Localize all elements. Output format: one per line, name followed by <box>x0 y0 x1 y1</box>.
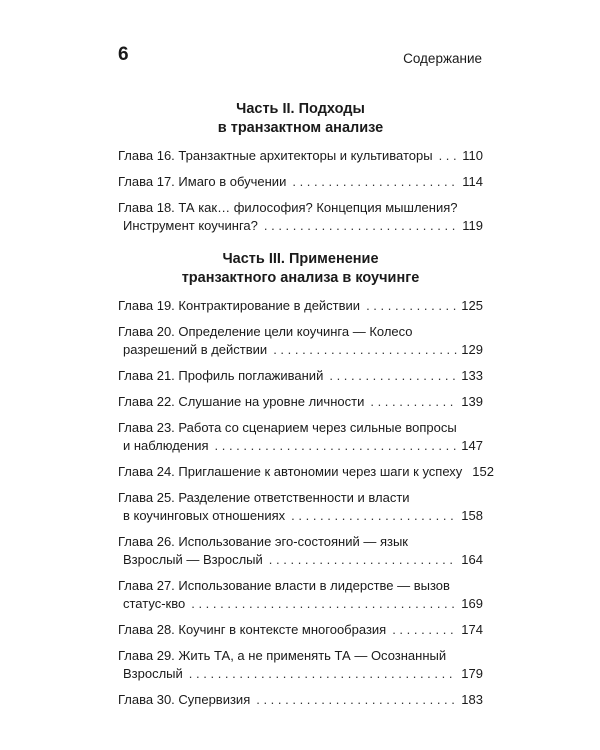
dot-leader <box>392 621 457 639</box>
toc-entry-line <box>118 463 494 481</box>
dot-leader <box>439 147 459 165</box>
toc-entry-title: Глава 29. Жить ТА, а не применять ТА — Осознанный <box>118 648 447 663</box>
toc-page-number: 133 <box>461 368 483 383</box>
toc-entry[interactable] <box>118 147 483 165</box>
toc-entry-title: Глава 21. Профиль поглаживаний <box>118 368 324 383</box>
dot-leader <box>370 393 457 411</box>
toc-entry-title: Глава 26. Использование эго-состояний — язык <box>118 534 408 549</box>
running-head: Содержание <box>403 51 482 66</box>
toc-page-number: 119 <box>462 218 483 233</box>
table-of-contents <box>118 100 494 717</box>
toc-entry-title: в коучинговых отношениях <box>123 508 286 523</box>
toc-entry-line <box>118 507 483 525</box>
toc-page-number: 179 <box>461 666 483 681</box>
toc-entry-title: Глава 17. Имаго в обучении <box>118 174 287 189</box>
part-heading-line: транзактного анализа в коучинге <box>181 270 420 286</box>
toc-entry-title: Взрослый — Взрослый <box>123 552 263 567</box>
toc-entry-line <box>118 173 483 191</box>
toc-entry-title: Глава 28. Коучинг в контексте многообразия <box>118 622 387 637</box>
toc-entry-title: разрешений в действии <box>123 342 268 357</box>
toc-entry-line <box>118 297 483 315</box>
toc-entry-line <box>118 341 483 359</box>
toc-entry-title: Глава 22. Слушание на уровне личности <box>118 394 365 409</box>
toc-entry-title: и наблюдения <box>123 438 209 453</box>
toc-entry-line <box>118 367 483 385</box>
toc-entry-title: Глава 23. Работа со сценарием через сильные вопросы <box>118 420 457 435</box>
dot-leader <box>329 367 457 385</box>
toc-entry[interactable] <box>118 419 483 455</box>
dot-leader <box>189 665 458 683</box>
toc-entry-line <box>118 489 483 507</box>
dot-leader <box>291 507 457 525</box>
dot-leader <box>215 437 458 455</box>
toc-entry-title: Глава 19. Контрактирование в действии <box>118 298 361 313</box>
toc-entry-title: Глава 27. Использование власти в лидерстве — вызов <box>118 578 450 593</box>
toc-entry-line <box>118 621 483 639</box>
toc-entry-title: статус-кво <box>123 596 186 611</box>
toc-entry-line <box>118 199 483 217</box>
toc-entry[interactable] <box>118 297 483 315</box>
toc-entry[interactable] <box>118 691 483 709</box>
toc-entry-title: Инструмент коучинга? <box>123 218 258 233</box>
toc-page-number: 183 <box>461 692 483 707</box>
toc-entry-line <box>118 323 483 341</box>
toc-page-number: 125 <box>461 298 483 313</box>
toc-entry[interactable] <box>118 577 483 613</box>
toc-page-number: 129 <box>461 342 483 357</box>
toc-entry[interactable] <box>118 489 483 525</box>
part-heading-line: Часть II. Подходы <box>236 101 365 117</box>
toc-entry-line <box>118 665 483 683</box>
toc-entry-title: Глава 16. Транзактные архитекторы и культиваторы <box>118 148 433 163</box>
page-number: 6 <box>118 44 129 65</box>
part-heading-line: Часть III. Применение <box>222 251 379 267</box>
toc-page-number: 152 <box>472 464 494 479</box>
toc-entry[interactable] <box>118 463 494 481</box>
toc-entry-line <box>118 533 483 551</box>
dot-leader <box>191 595 457 613</box>
part-heading <box>118 100 483 138</box>
toc-entry-title: Глава 30. Супервизия <box>118 692 251 707</box>
toc-entry-line <box>118 419 483 437</box>
toc-entry[interactable] <box>118 367 483 385</box>
toc-entry[interactable] <box>118 647 483 683</box>
dot-leader <box>292 173 458 191</box>
toc-entry-title: Глава 24. Приглашение к автономии через шаги к успеху <box>118 464 463 479</box>
toc-page-number: 110 <box>462 148 483 163</box>
toc-entry-line <box>118 393 483 411</box>
toc-page-number: 164 <box>461 552 483 567</box>
dot-leader <box>256 691 457 709</box>
toc-entry-title: Глава 20. Определение цели коучинга — Колесо <box>118 324 413 339</box>
toc-entry[interactable] <box>118 621 483 639</box>
toc-entry-title: Взрослый <box>123 666 183 681</box>
toc-entry-line <box>118 551 483 569</box>
toc-entry-line <box>118 691 483 709</box>
dot-leader <box>269 551 458 569</box>
toc-entry-title: Глава 25. Разделение ответственности и власти <box>118 490 410 505</box>
toc-page-number: 174 <box>461 622 483 637</box>
dot-leader <box>366 297 457 315</box>
toc-entry[interactable] <box>118 323 483 359</box>
toc-entry-line <box>118 147 483 165</box>
toc-entry[interactable] <box>118 173 483 191</box>
toc-entry[interactable] <box>118 199 483 235</box>
dot-leader <box>264 217 458 235</box>
part-heading-line: в транзактном анализе <box>217 120 384 136</box>
toc-entry[interactable] <box>118 533 483 569</box>
toc-entry-line <box>118 577 483 595</box>
toc-page-number: 139 <box>461 394 483 409</box>
toc-entry-line <box>118 437 483 455</box>
toc-entry-line <box>118 595 483 613</box>
dot-leader <box>273 341 457 359</box>
toc-page-number: 147 <box>461 438 483 453</box>
toc-entry[interactable] <box>118 393 483 411</box>
part-heading <box>118 250 483 288</box>
toc-entry-title: Глава 18. ТА как… философия? Концепция мышления? <box>118 200 458 215</box>
toc-page-number: 169 <box>461 596 483 611</box>
toc-page-number: 158 <box>461 508 483 523</box>
toc-page-number: 114 <box>462 174 483 189</box>
toc-entry-line <box>118 217 483 235</box>
toc-entry-line <box>118 647 483 665</box>
